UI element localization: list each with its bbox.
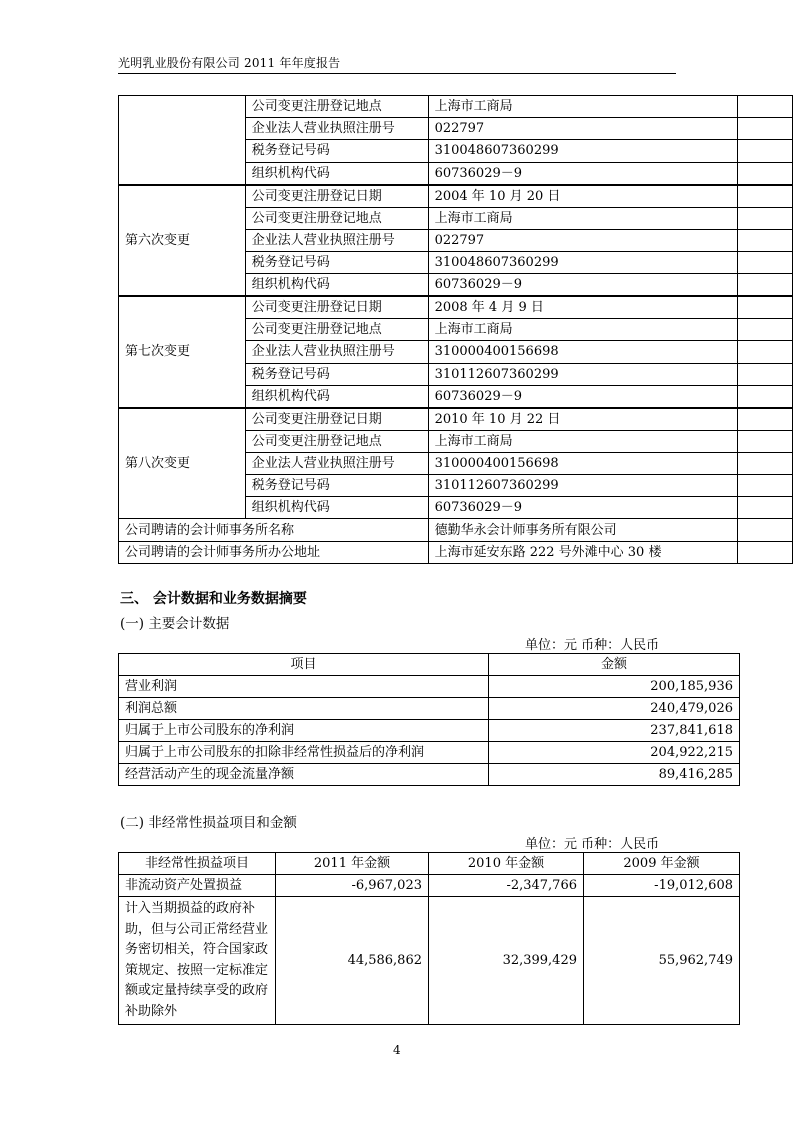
table-row: [119, 698, 740, 720]
auditor-firm-name-label: 公司聘请的会计师事务所名称: [119, 519, 429, 541]
item-cell: 经营活动产生的现金流量净额: [119, 764, 489, 786]
table-header-row: [119, 853, 740, 875]
field-value: 022797: [428, 118, 738, 140]
amount-cell: 200,185,936: [489, 676, 740, 698]
field-label: 公司变更注册登记地点: [245, 96, 428, 118]
blank-cell: [738, 363, 793, 385]
item-cell: 非流动资产处置损益: [119, 875, 276, 897]
registration-change-table: [118, 95, 793, 564]
amount-cell: 240,479,026: [489, 698, 740, 720]
amount-cell: 237,841,618: [489, 720, 740, 742]
field-label: 公司变更注册登记地点: [245, 319, 428, 341]
field-value: 310000400156698: [428, 341, 738, 363]
blank-cell: [738, 452, 793, 474]
field-label: 企业法人营业执照注册号: [245, 452, 428, 474]
table-row: [119, 875, 740, 897]
blank-cell: [738, 430, 793, 452]
amount-2009-cell: 55,962,749: [584, 897, 740, 1025]
field-label: 税务登记号码: [245, 251, 428, 273]
field-label: 税务登记号码: [245, 475, 428, 497]
auditor-firm-name-value: 德勤华永会计师事务所有限公司: [428, 519, 738, 541]
item-cell: 营业利润: [119, 676, 489, 698]
header-divider: [118, 73, 676, 74]
blank-cell: [738, 251, 793, 273]
subsection-title-main-accounting-data: (一) 主要会计数据: [120, 616, 230, 632]
unit-currency-note: 单位：元 币种：人民币: [525, 638, 660, 653]
blank-cell: [738, 519, 793, 541]
amount-2011-cell: -6,967,023: [276, 875, 429, 897]
column-header-2010: 2010 年金额: [429, 853, 584, 875]
auditor-firm-address-value: 上海市延安东路 222 号外滩中心 30 楼: [428, 541, 738, 563]
blank-cell: [738, 118, 793, 140]
auditor-firm-name-row: [119, 519, 793, 541]
field-label: 公司变更注册登记日期: [245, 185, 428, 208]
table-row: [119, 408, 793, 431]
blank-cell: [738, 475, 793, 497]
section-title-accounting-summary: 三、 会计数据和业务数据摘要: [120, 591, 307, 607]
amount-cell: 204,922,215: [489, 742, 740, 764]
field-label: 公司变更注册登记日期: [245, 296, 428, 319]
field-label: 企业法人营业执照注册号: [245, 118, 428, 140]
field-value: 310048607360299: [428, 140, 738, 162]
auditor-firm-address-row: [119, 541, 793, 563]
field-label: 组织机构代码: [245, 385, 428, 408]
blank-cell: [738, 319, 793, 341]
main-accounting-data-table: [118, 653, 740, 786]
field-value: 60736029－9: [428, 497, 738, 519]
blank-cell: [738, 140, 793, 162]
field-label: 企业法人营业执照注册号: [245, 229, 428, 251]
field-value: 60736029－9: [428, 274, 738, 297]
blank-cell: [738, 341, 793, 363]
change-group-name: 第六次变更: [119, 185, 246, 297]
change-group-name: 第七次变更: [119, 296, 246, 408]
auditor-firm-address-label: 公司聘请的会计师事务所办公地址: [119, 541, 429, 563]
table-header-row: [119, 654, 740, 676]
field-label: 公司变更注册登记日期: [245, 408, 428, 431]
table-row: [119, 897, 740, 1025]
amount-cell: 89,416,285: [489, 764, 740, 786]
change-group-cell: [119, 96, 246, 185]
unit-currency-note: 单位：元 币种：人民币: [525, 837, 660, 852]
field-value: 60736029－9: [428, 162, 738, 185]
table-row: [119, 720, 740, 742]
field-label: 组织机构代码: [245, 162, 428, 185]
blank-cell: [738, 408, 793, 431]
blank-cell: [738, 207, 793, 229]
amount-2011-cell: 44,586,862: [276, 897, 429, 1025]
field-value: 310112607360299: [428, 475, 738, 497]
blank-cell: [738, 385, 793, 408]
field-value: 310112607360299: [428, 363, 738, 385]
field-value: 上海市工商局: [428, 430, 738, 452]
field-label: 企业法人营业执照注册号: [245, 341, 428, 363]
field-label: 公司变更注册登记地点: [245, 207, 428, 229]
field-value: 上海市工商局: [428, 319, 738, 341]
table-row: [119, 764, 740, 786]
field-value: 310048607360299: [428, 251, 738, 273]
blank-cell: [738, 541, 793, 563]
field-label: 组织机构代码: [245, 497, 428, 519]
field-value: 60736029－9: [428, 385, 738, 408]
blank-cell: [738, 96, 793, 118]
item-cell: 归属于上市公司股东的净利润: [119, 720, 489, 742]
blank-cell: [738, 497, 793, 519]
table-row: [119, 96, 793, 118]
field-value: 2008 年 4 月 9 日: [428, 296, 738, 319]
table-row: [119, 742, 740, 764]
change-group-name: 第八次变更: [119, 408, 246, 519]
column-header-item: 非经常性损益项目: [119, 853, 276, 875]
field-value: 2010 年 10 月 22 日: [428, 408, 738, 431]
column-header-item: 项目: [119, 654, 489, 676]
field-label: 公司变更注册登记地点: [245, 430, 428, 452]
item-cell: 计入当期损益的政府补助，但与公司正常经营业务密切相关，符合国家政策规定、按照一定标准定额或定量持续享受的政府补助除外: [119, 897, 276, 1025]
blank-cell: [738, 296, 793, 319]
field-value: 2004 年 10 月 20 日: [428, 185, 738, 208]
field-value: 022797: [428, 229, 738, 251]
report-header-title: 光明乳业股份有限公司 2011 年年度报告: [118, 56, 341, 70]
subsection-title-nonrecurring: (二) 非经常性损益项目和金额: [120, 815, 297, 831]
field-value: 上海市工商局: [428, 207, 738, 229]
column-header-2009: 2009 年金额: [584, 853, 740, 875]
column-header-2011: 2011 年金额: [276, 853, 429, 875]
field-label: 税务登记号码: [245, 140, 428, 162]
blank-cell: [738, 229, 793, 251]
amount-2009-cell: -19,012,608: [584, 875, 740, 897]
table-row: [119, 185, 793, 208]
field-value: 上海市工商局: [428, 96, 738, 118]
blank-cell: [738, 274, 793, 297]
nonrecurring-gains-losses-table: [118, 852, 740, 1025]
blank-cell: [738, 162, 793, 185]
item-cell: 归属于上市公司股东的扣除非经常性损益后的净利润: [119, 742, 489, 764]
table-row: [119, 676, 740, 698]
field-value: 310000400156698: [428, 452, 738, 474]
field-label: 税务登记号码: [245, 363, 428, 385]
amount-2010-cell: 32,399,429: [429, 897, 584, 1025]
blank-cell: [738, 185, 793, 208]
table-row: [119, 296, 793, 319]
field-label: 组织机构代码: [245, 274, 428, 297]
amount-2010-cell: -2,347,766: [429, 875, 584, 897]
item-cell: 利润总额: [119, 698, 489, 720]
column-header-amount: 金额: [489, 654, 740, 676]
page-number: 4: [393, 1043, 401, 1057]
